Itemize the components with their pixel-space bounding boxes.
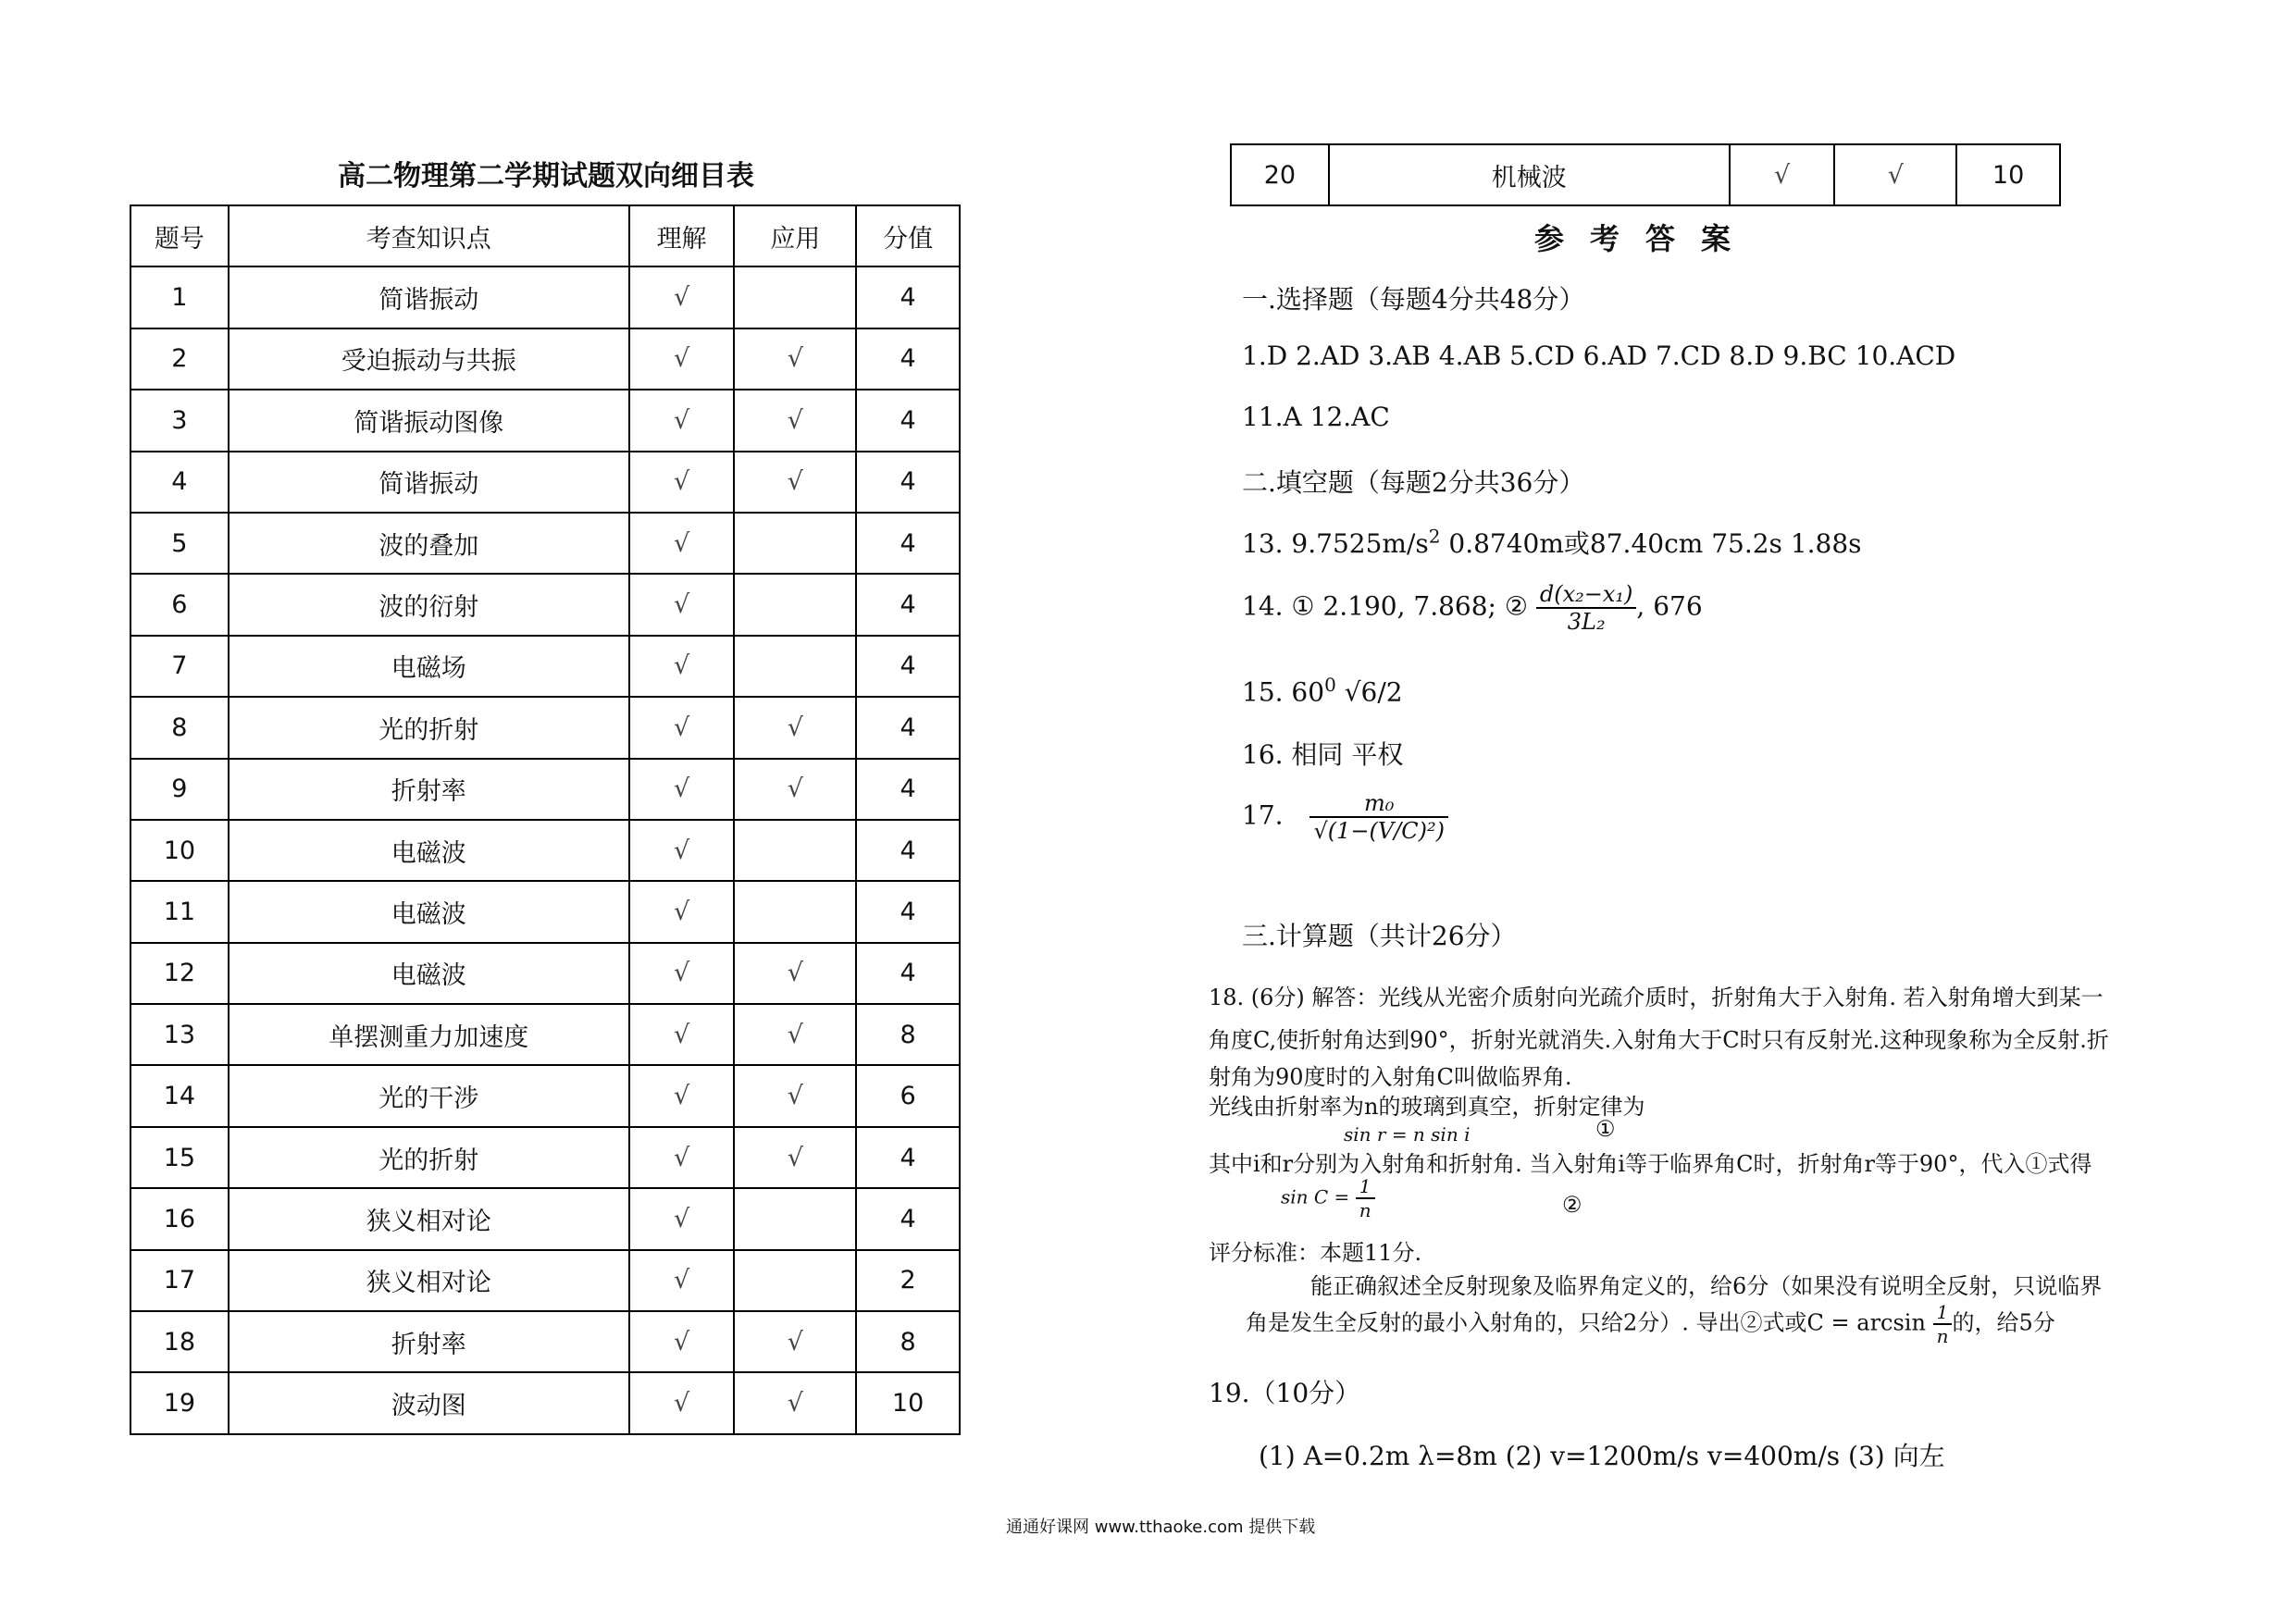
question-number: 15 bbox=[130, 1127, 229, 1188]
objectives-table-continued bbox=[1230, 143, 2061, 206]
question-number: 7 bbox=[130, 636, 229, 697]
understand-mark: √ bbox=[629, 697, 735, 758]
score: 8 bbox=[856, 1311, 960, 1372]
score: 4 bbox=[856, 881, 960, 942]
score: 8 bbox=[856, 1004, 960, 1065]
understand-mark: √ bbox=[629, 574, 735, 635]
answer-14: 14. ① 2.190, 7.868; ② $\frac{\text{d(x₂−x₁)}}{\text{3L₂}}$ , 676 bbox=[1242, 581, 1703, 635]
knowledge-point: 电磁波 bbox=[229, 820, 629, 881]
column-header-score: 分值 bbox=[856, 205, 960, 266]
score: 4 bbox=[856, 697, 960, 758]
fraction: $\frac{\text{d(x₂−x₁)}}{\text{3L₂}}$ bbox=[1536, 581, 1637, 635]
question-number: 5 bbox=[130, 513, 229, 574]
understand-mark: √ bbox=[629, 266, 735, 328]
score: 6 bbox=[856, 1065, 960, 1126]
table-header-row bbox=[130, 205, 960, 266]
answer-15: 15. $60^0$ √6/2 bbox=[1242, 674, 1403, 708]
table-row bbox=[130, 513, 960, 574]
knowledge-point: 折射率 bbox=[229, 1311, 629, 1372]
question-number: 13 bbox=[130, 1004, 229, 1065]
fraction: $\frac{1}{n}$ bbox=[1356, 1175, 1375, 1221]
apply-mark bbox=[734, 574, 856, 635]
answer-19-line: (1) A=0.2m λ=8m (2) v=1200m/s v=400m/s (3) 向左 bbox=[1259, 1441, 1945, 1471]
understand-mark: √ bbox=[629, 1372, 735, 1433]
equation-2: sin C = $\frac{1}{n}$ bbox=[1281, 1175, 1375, 1221]
apply-mark: √ bbox=[734, 1372, 856, 1433]
understand-mark: √ bbox=[629, 1311, 735, 1372]
table-row bbox=[130, 452, 960, 513]
understand-mark: √ bbox=[629, 390, 735, 451]
understand-mark: √ bbox=[629, 1004, 735, 1065]
column-header-knowledge-point: 考查知识点 bbox=[229, 205, 629, 266]
apply-mark: √ bbox=[734, 328, 856, 390]
question-number: 14 bbox=[130, 1065, 229, 1126]
fraction: $\frac{1}{n}$ bbox=[1933, 1301, 1953, 1347]
understand-mark: √ bbox=[629, 943, 735, 1004]
apply-mark: √ bbox=[734, 697, 856, 758]
column-header-question-number: 题号 bbox=[130, 205, 229, 266]
answer-19-title: 19.（10分） bbox=[1209, 1378, 1361, 1408]
question-number: 9 bbox=[130, 759, 229, 820]
score: 4 bbox=[856, 452, 960, 513]
knowledge-point: 机械波 bbox=[1329, 144, 1730, 205]
question-number: 11 bbox=[130, 881, 229, 942]
table-row bbox=[1231, 144, 2060, 205]
knowledge-point: 波动图 bbox=[229, 1372, 629, 1433]
score: 4 bbox=[856, 1188, 960, 1249]
choice-answers-line2: 11.A 12.AC bbox=[1242, 402, 1390, 432]
understand-mark: √ bbox=[629, 1250, 735, 1311]
understand-mark: √ bbox=[629, 636, 735, 697]
knowledge-point: 狭义相对论 bbox=[229, 1250, 629, 1311]
score: 4 bbox=[856, 1127, 960, 1188]
table-row bbox=[130, 1188, 960, 1249]
apply-mark bbox=[734, 636, 856, 697]
knowledge-point: 波的叠加 bbox=[229, 513, 629, 574]
question-number: 6 bbox=[130, 574, 229, 635]
choice-answers-line1: 1.D 2.AD 3.AB 4.AB 5.CD 6.AD 7.CD 8.D 9.BC 10.ACD bbox=[1242, 341, 1956, 371]
question-number: 1 bbox=[130, 266, 229, 328]
understand-mark: √ bbox=[629, 452, 735, 513]
knowledge-point: 光的折射 bbox=[229, 1127, 629, 1188]
answer-18-line5: 其中i和r分别为入射角和折射角. 当入射角i等于临界角C时，折射角r等于90°，代入①式得 bbox=[1209, 1151, 2092, 1177]
understand-mark: √ bbox=[629, 820, 735, 881]
answers-heading: 参考答案 bbox=[1533, 221, 1756, 256]
fraction: $\frac{\text{m₀}}{\text{√(1−(V/C)²)}}$ bbox=[1309, 790, 1448, 844]
question-number: 18 bbox=[130, 1311, 229, 1372]
section-calc-title: 三.计算题（共计26分） bbox=[1242, 921, 1517, 951]
table-row bbox=[130, 697, 960, 758]
section-choice-title: 一.选择题（每题4分共48分） bbox=[1242, 284, 1585, 315]
apply-mark: √ bbox=[734, 759, 856, 820]
answer-16: 16. 相同 平权 bbox=[1242, 739, 1404, 770]
footer-source: 通通好课网 www.tthaoke.com 提供下载 bbox=[1006, 1518, 1316, 1537]
column-header-understand-mark: 理解 bbox=[629, 205, 735, 266]
apply-mark: √ bbox=[734, 1065, 856, 1126]
score: 10 bbox=[856, 1372, 960, 1433]
question-number: 17 bbox=[130, 1250, 229, 1311]
understand-mark: √ bbox=[629, 881, 735, 942]
understand-mark: √ bbox=[629, 1188, 735, 1249]
table-row bbox=[130, 1065, 960, 1126]
apply-mark bbox=[734, 1250, 856, 1311]
apply-mark bbox=[734, 881, 856, 942]
score: 4 bbox=[856, 513, 960, 574]
question-number: 4 bbox=[130, 452, 229, 513]
knowledge-point: 单摆测重力加速度 bbox=[229, 1004, 629, 1065]
table-row bbox=[130, 574, 960, 635]
table-row bbox=[130, 1372, 960, 1433]
knowledge-point: 折射率 bbox=[229, 759, 629, 820]
scoring-title: 评分标准：本题11分. bbox=[1209, 1240, 1422, 1266]
equation-2-mark: ② bbox=[1562, 1192, 1582, 1218]
knowledge-point: 电磁波 bbox=[229, 943, 629, 1004]
understand-mark: √ bbox=[629, 759, 735, 820]
score: 4 bbox=[856, 266, 960, 328]
apply-mark: √ bbox=[734, 390, 856, 451]
score: 10 bbox=[1956, 144, 2060, 205]
understand-mark: √ bbox=[1730, 144, 1835, 205]
answer-17: 17. $\frac{\text{m₀}}{\text{√(1−(V/C)²)}}$ bbox=[1242, 790, 1448, 844]
equation-1: sin r = n sin i bbox=[1344, 1123, 1471, 1146]
apply-mark: √ bbox=[734, 1127, 856, 1188]
score: 4 bbox=[856, 636, 960, 697]
scoring-line2: 角是发生全反射的最小入射角的，只给2分）. 导出②式或C = arcsin $\frac{1}{n}$ 的，给5分 bbox=[1246, 1301, 2055, 1347]
table-row bbox=[130, 328, 960, 390]
table-row bbox=[130, 943, 960, 1004]
knowledge-point: 电磁场 bbox=[229, 636, 629, 697]
question-number: 2 bbox=[130, 328, 229, 390]
table-row bbox=[130, 390, 960, 451]
objectives-table-body bbox=[130, 205, 960, 1434]
knowledge-point: 波的衍射 bbox=[229, 574, 629, 635]
answer-18-line1: 18. (6分) 解答：光线从光密介质射向光疏介质时，折射角大于入射角. 若入射角增大到某一 bbox=[1209, 985, 2104, 1010]
score: 4 bbox=[856, 820, 960, 881]
table-row bbox=[130, 1311, 960, 1372]
page-title: 高二物理第二学期试题双向细目表 bbox=[338, 160, 754, 192]
understand-mark: √ bbox=[629, 328, 735, 390]
apply-mark: √ bbox=[734, 1311, 856, 1372]
section-fill-title: 二.填空题（每题2分共36分） bbox=[1242, 467, 1585, 498]
apply-mark: √ bbox=[1834, 144, 1956, 205]
apply-mark: √ bbox=[734, 1004, 856, 1065]
scoring-line1: 能正确叙述全反射现象及临界角定义的，给6分（如果没有说明全反射，只说临界 bbox=[1310, 1273, 2103, 1299]
understand-mark: √ bbox=[629, 513, 735, 574]
knowledge-point: 电磁波 bbox=[229, 881, 629, 942]
score: 4 bbox=[856, 943, 960, 1004]
apply-mark bbox=[734, 820, 856, 881]
apply-mark: √ bbox=[734, 943, 856, 1004]
table-row bbox=[130, 1004, 960, 1065]
answer-18-line4: 光线由折射率为n的玻璃到真空，折射定律为 bbox=[1209, 1094, 1645, 1120]
apply-mark: √ bbox=[734, 452, 856, 513]
table-row bbox=[130, 636, 960, 697]
knowledge-point: 光的干涉 bbox=[229, 1065, 629, 1126]
knowledge-point: 简谐振动 bbox=[229, 266, 629, 328]
table-row bbox=[130, 266, 960, 328]
answer-18-line3: 射角为90度时的入射角C叫做临界角. bbox=[1209, 1064, 1572, 1090]
table-row bbox=[130, 881, 960, 942]
table-row bbox=[130, 759, 960, 820]
objectives-table bbox=[130, 204, 961, 1435]
table-row bbox=[130, 820, 960, 881]
question-number: 16 bbox=[130, 1188, 229, 1249]
score: 2 bbox=[856, 1250, 960, 1311]
table-row bbox=[130, 1127, 960, 1188]
knowledge-point: 简谐振动 bbox=[229, 452, 629, 513]
knowledge-point: 光的折射 bbox=[229, 697, 629, 758]
apply-mark bbox=[734, 513, 856, 574]
knowledge-point: 狭义相对论 bbox=[229, 1188, 629, 1249]
question-number: 19 bbox=[130, 1372, 229, 1433]
question-number: 8 bbox=[130, 697, 229, 758]
question-number: 3 bbox=[130, 390, 229, 451]
apply-mark bbox=[734, 266, 856, 328]
score: 4 bbox=[856, 759, 960, 820]
score: 4 bbox=[856, 328, 960, 390]
equation-1-mark: ① bbox=[1595, 1116, 1616, 1142]
understand-mark: √ bbox=[629, 1065, 735, 1126]
column-header-apply-mark: 应用 bbox=[734, 205, 856, 266]
apply-mark bbox=[734, 1188, 856, 1249]
question-number: 12 bbox=[130, 943, 229, 1004]
question-number: 20 bbox=[1231, 144, 1329, 205]
score: 4 bbox=[856, 390, 960, 451]
score: 4 bbox=[856, 574, 960, 635]
table-row bbox=[130, 1250, 960, 1311]
answer-18-line2: 角度C,使折射角达到90°，折射光就消失.入射角大于C时只有反射光.这种现象称为全反射.折 bbox=[1209, 1027, 2109, 1053]
knowledge-point: 简谐振动图像 bbox=[229, 390, 629, 451]
knowledge-point: 受迫振动与共振 bbox=[229, 328, 629, 390]
question-number: 10 bbox=[130, 820, 229, 881]
answer-13: 13. $9.7525m/s^2$ 0.8740m或87.40cm 75.2s 1.88s bbox=[1242, 525, 1862, 559]
understand-mark: √ bbox=[629, 1127, 735, 1188]
